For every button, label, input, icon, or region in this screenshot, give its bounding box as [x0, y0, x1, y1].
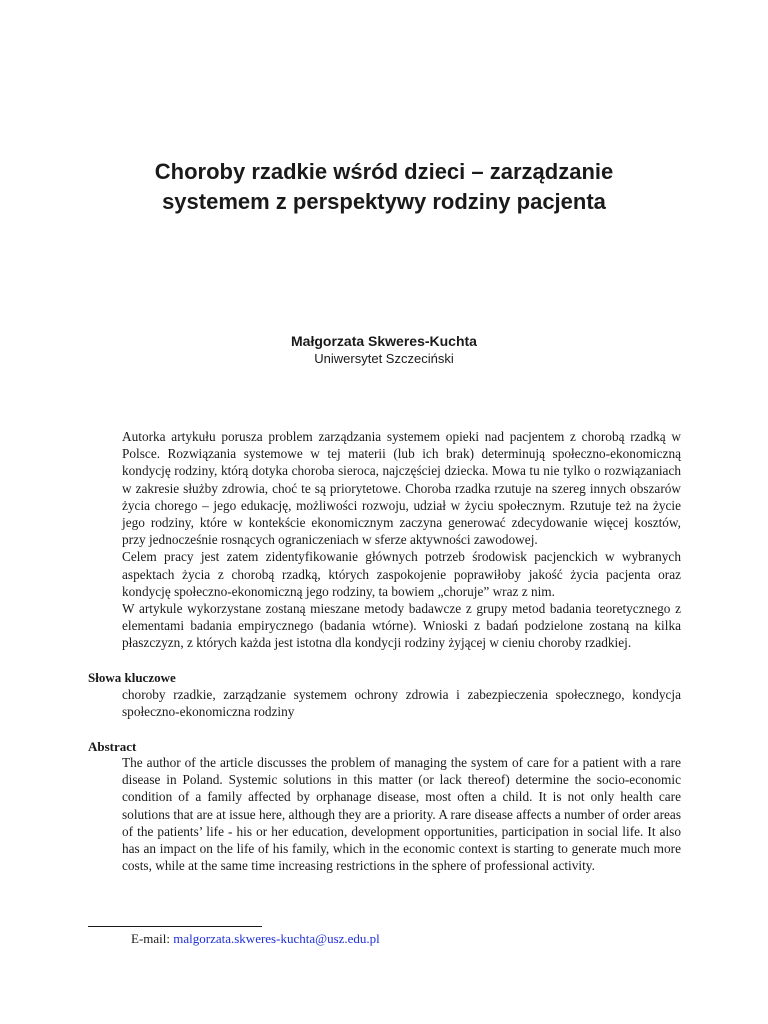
abstract-english: The author of the article discusses the problem of managing the system of care for a patient with a rare disease in Poland. Systemic solutions in this matter (or lack thereof) determine the socio-economic condition of a family affected by orphanage disease, most often a child. It is not only health care solutions that are at issue here, although they are a priority. A rare disease affects a number of order areas of the patients’ life - his or her education, development opportunities, participation in social life. It also has an impact on the life of his family, which in the economic context is starting to generate much more costs, while at the same time increasing restrictions in the sphere of professional activity.	[122, 755, 681, 874]
keywords-heading: Słowa kluczowe	[88, 670, 176, 685]
footnote-divider	[88, 926, 262, 927]
title-line-1: Choroby rzadkie wśród dzieci – zarządzanie	[154, 159, 614, 184]
author-block	[84, 332, 684, 368]
footnote-label: E-mail:	[131, 931, 174, 946]
keywords-text: choroby rzadkie, zarządzanie systemem ochrony zdrowia i zabezpieczenia społecznego, kondycja społeczno-ekonomiczna rodziny	[122, 687, 681, 720]
abstract-pl-paragraph-2: Celem pracy jest zatem zidentyfikowanie głównych potrzeb środowisk pacjenckich w wybranych aspektach życia z chorobą rzadką, których zaspokojenie poprawiłoby jakość życia pacjenta oraz kondycję społeczno-ekonomiczną jego rodziny, ta bowiem „choruje” wraz z nim.	[122, 549, 681, 599]
author-affiliation: Uniwersytet Szczeciński	[314, 351, 454, 366]
email-link[interactable]: malgorzata.skweres-kuchta@usz.edu.pl	[173, 931, 380, 946]
abstract-pl-paragraph-3: W artykule wykorzystane zostaną mieszane metody badawcze z grupy metod badania teoretycznego z elementami badania empirycznego (badania wtórne). Wnioski z badań podzielone zostaną na kilka płaszczyzn, z których każda jest istotna dla kondycji rodziny żyjącej w cieniu choroby rzadkiej.	[122, 601, 681, 651]
abstract-heading: Abstract	[88, 739, 137, 754]
abstract-pl-paragraph-1: Autorka artykułu porusza problem zarządzania systemem opieki nad pacjentem z chorobą rzadką w Polsce. Rozwiązania systemowe w tej materii (lub ich brak) determinują społeczno-ekonomiczną kondycję rodziny, którą dotyka choroba sieroca, najczęściej dziecka. Mowa tu nie tylko o rozwiązaniach w zakresie służby zdrowia, choć te są priorytetowe. Choroba rzadka rzutuje na szereg innych obszarów życia chorego – jego edukację, możliwości rozwoju, udział w życiu społecznym. Rzutuje też na życie jego rodziny, które w kontekście ekonomicznym zaczyna generować zdecydowanie więcej kosztów, przy jednocześnie rosnących ograniczeniach w sferze aktywności zawodowej.	[122, 429, 681, 548]
title-line-2: systemem z perspektywy rodziny pacjenta	[162, 189, 606, 214]
footnote	[131, 930, 380, 947]
author-name: Małgorzata Skweres-Kuchta	[291, 333, 477, 349]
paper-title	[84, 157, 684, 217]
abstract-polish	[122, 428, 681, 652]
